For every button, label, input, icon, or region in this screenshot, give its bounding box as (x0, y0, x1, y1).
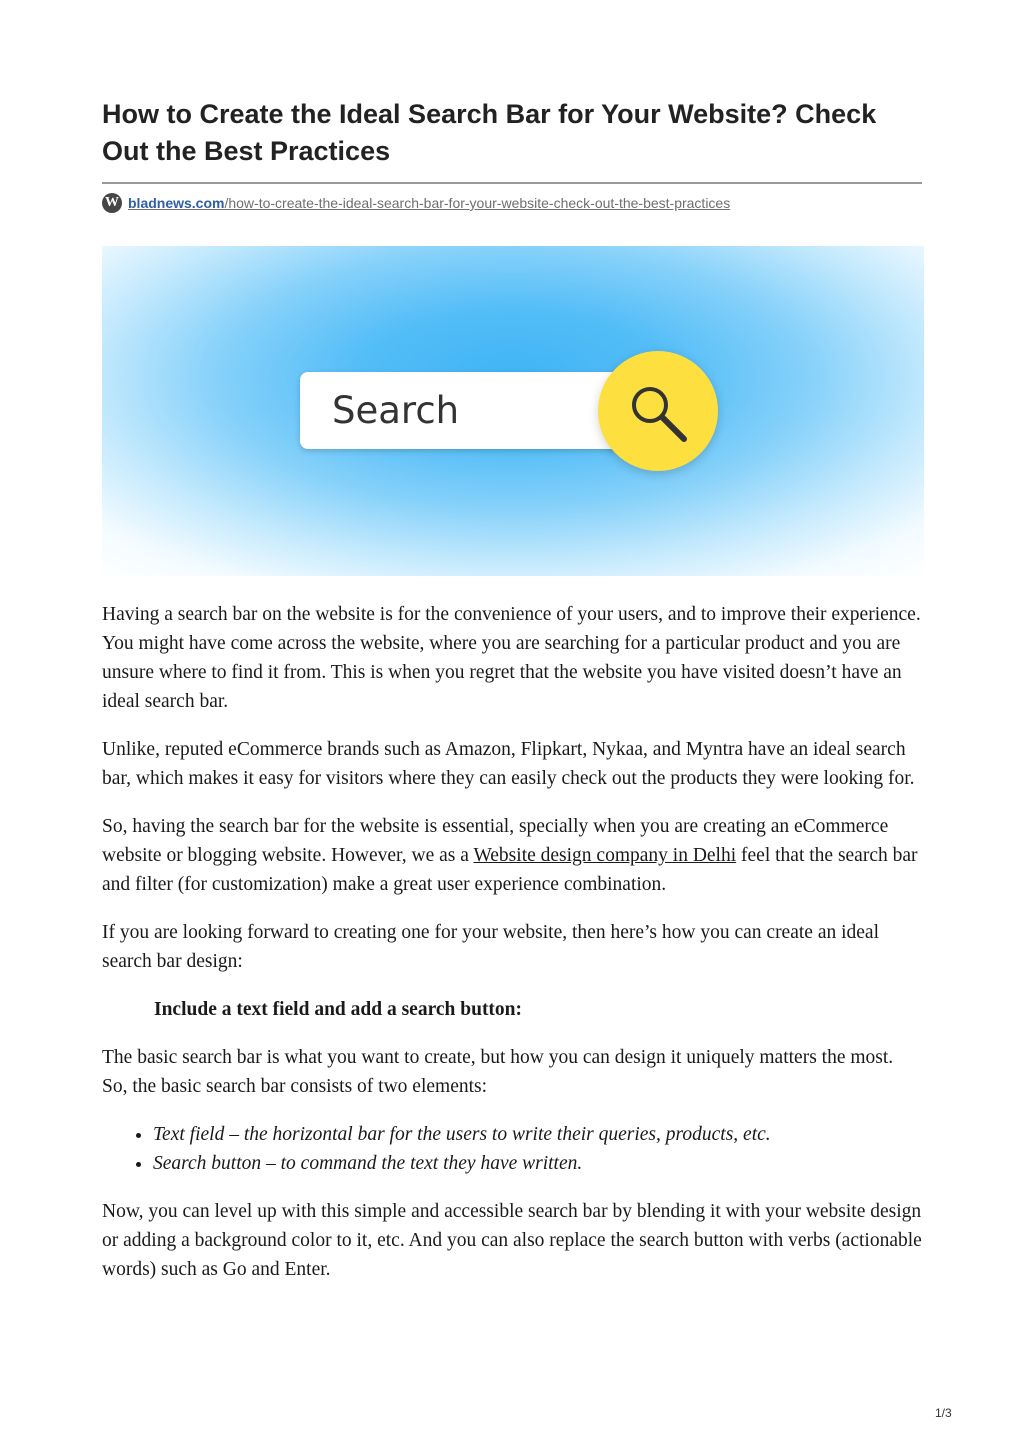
search-icon (626, 381, 690, 445)
article (102, 96, 922, 1303)
paragraph-essential-text-end: feel that the search bar and filter (for customization) make a great user experience combination. (102, 845, 918, 895)
source-link[interactable] (128, 195, 730, 211)
wordpress-icon: W (102, 193, 122, 213)
page-title: How to Create the Ideal Search Bar for Your Website? Check Out the Best Practices (102, 99, 877, 166)
elements-list (102, 1120, 922, 1178)
source-path: /how-to-create-the-ideal-search-bar-for-your-website-check-out-the-best-practices (224, 195, 731, 211)
paragraph-essential (102, 812, 922, 899)
source-domain: bladnews.com (128, 195, 225, 211)
list-item-search-button: • Search button – to command the text they have written. (153, 1149, 922, 1178)
hero-search-field (300, 372, 630, 449)
source-line (102, 193, 922, 213)
hero-search-text: Search (332, 389, 460, 432)
paragraph-forward: If you are looking forward to creating one for your website, then here’s how you can create an ideal search bar design: (102, 922, 879, 972)
section-subheading: Include a text field and add a search button: (154, 999, 523, 1020)
paragraph-essential-text-start: So, having the search bar for the website is essential, specially when you are creating an eCommerce website or blogging website. However, we as a (102, 816, 889, 866)
list-item-text-field: • Text field – the horizontal bar for the users to write their queries, products, etc. (153, 1120, 922, 1149)
hero-image (102, 246, 924, 576)
paragraph-level-up: Now, you can level up with this simple and accessible search bar by blending it with your website design or adding a background color to it, etc. And you can also replace the search button with verbs (actionable words) such as Go and Enter. (102, 1201, 922, 1280)
article-body (102, 600, 922, 1284)
page-number: 1/3 (935, 1406, 952, 1420)
paragraph-basic: The basic search bar is what you want to create, but how you can design it uniquely matters the most. So, the basic search bar consists of two elements: (102, 1047, 894, 1097)
paragraph-brands: Unlike, reputed eCommerce brands such as Amazon, Flipkart, Nykaa, and Myntra have an ideal search bar, which makes it easy for visitors where they can easily check out the products they were looking for. (102, 739, 915, 789)
hero-search-button (598, 351, 718, 471)
website-design-link[interactable]: Website design company in Delhi (473, 845, 737, 866)
paragraph-intro: Having a search bar on the website is for the convenience of your users, and to improve their experience. You might have come across the website, where you are searching for a particular product and you are unsure where to find it from. This is when you regret that the website you have visited doesn’t have an ideal search bar. (102, 604, 921, 712)
title-divider (102, 182, 922, 184)
